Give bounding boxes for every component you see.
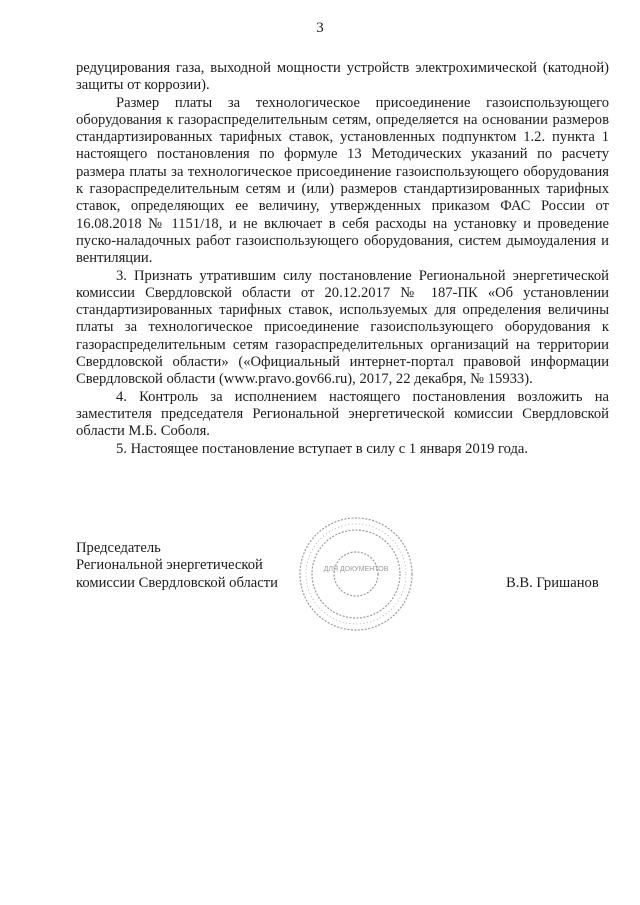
signature-position-line: Региональной энергетической xyxy=(76,557,263,574)
paragraph-item-5: 5. Настоящее постановление вступает в силу с 1 января 2019 года. xyxy=(116,440,529,457)
document-body xyxy=(76,60,609,458)
signature-position-line: Председатель xyxy=(76,540,161,556)
page-number: 3 xyxy=(316,20,324,36)
paragraph-fee-size: Размер платы за технологическое присоединение газоиспользующего оборудования к газораспределительным сетям, определяется на основании размеров стандартизированных тарифных ставок, установленных подпунктом 1.2. пункта 1 настоящего постановления по формуле 13 Методических указаний по расчету размера платы за технологическое присоединение газоиспользующего оборудования к газораспределительным сетям и (или) размеров стандартизированных тарифных ставок, определяющих ее величину, утвержденных приказом ФАС России от 16.08.2018 № 1151/18, и не включает в себя расходы на установку и проведение пуско-наладочных работ газоиспользующего оборудования, систем дымоудаления и вентиляции. xyxy=(76,94,609,267)
paragraph-item-3: 3. Признать утратившим силу постановление Региональной энергетической комиссии Свердловской области от 20.12.2017 № 187-ПК «Об установлении стандартизированных тарифных ставок, используемых для определения величины платы за технологическое присоединение газоиспользующего оборудования к газораспределительным сетям газораспределительных организаций на территории Свердловской области» («Официальный интернет-портал правовой информации Свердловской области (www.pravo.gov66.ru), 2017, 22 декабря, № 15933). xyxy=(76,267,609,388)
paragraph-item-4: 4. Контроль за исполнением настоящего постановления возложить на заместителя председателя Региональной энергетической комиссии Свердловской области М.Б. Соболя. xyxy=(76,388,609,440)
stamp-center-text: ДЛЯ ДОКУМЕНТОВ xyxy=(323,566,389,573)
paragraph-continuation: редуцирования газа, выходной мощности устройств электрохимической (катодной) защиты от коррозии). xyxy=(76,60,609,94)
signature-position-line: комиссии Свердловской области xyxy=(76,574,278,591)
signature-position xyxy=(76,540,278,592)
signatory-name: В.В. Гришанов xyxy=(506,575,599,591)
official-stamp xyxy=(297,515,415,633)
